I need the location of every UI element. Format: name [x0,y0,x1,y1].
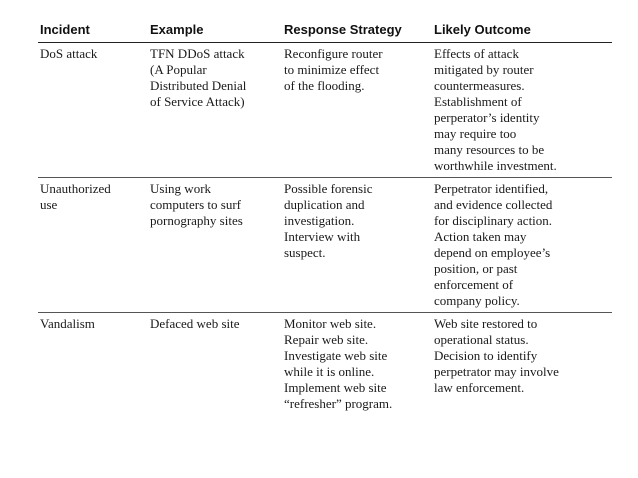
cell-incident: DoS attack [38,43,148,178]
cell-response: Reconfigure router to minimize effect of the flooding. [282,43,432,178]
table-row [38,43,612,178]
cell-incident: Vandalism [40,316,95,331]
cell-response: Monitor web site. Repair web site. Investigate web site while it is online. Implement web site “refresher” program. [284,316,393,411]
table-header [38,20,612,43]
table-body [38,43,612,416]
cell-outcome: Effects of attack mitigated by router countermeasures. Establishment of perperator’s identity may require too many resources to be worthwhile investment. [432,43,612,178]
cell-example: Defaced web site [150,316,240,331]
cell-incident: Unauthorized use [38,178,148,313]
table-row [38,178,612,313]
incident-response-table [38,20,612,415]
cell-outcome: Web site restored to operational status. Decision to identify perpetrator may involve law enforcement. [434,316,559,395]
cell-response: Possible forensic duplication and investigation. Interview with suspect. [282,178,432,313]
cell-example: TFN DDoS attack (A Popular Distributed Denial of Service Attack) [148,43,282,178]
header-likely-outcome: Likely Outcome [432,20,612,43]
header-example: Example [148,20,282,43]
cell-example: Using work computers to surf pornography sites [148,178,282,313]
cell-outcome: Perpetrator identified, and evidence collected for disciplinary action. Action taken may depend on employee’s position, or past enforcement of company policy. [432,178,612,313]
header-row [38,20,612,43]
table-row [38,313,612,416]
header-response-strategy: Response Strategy [282,20,432,43]
header-incident: Incident [38,20,148,43]
